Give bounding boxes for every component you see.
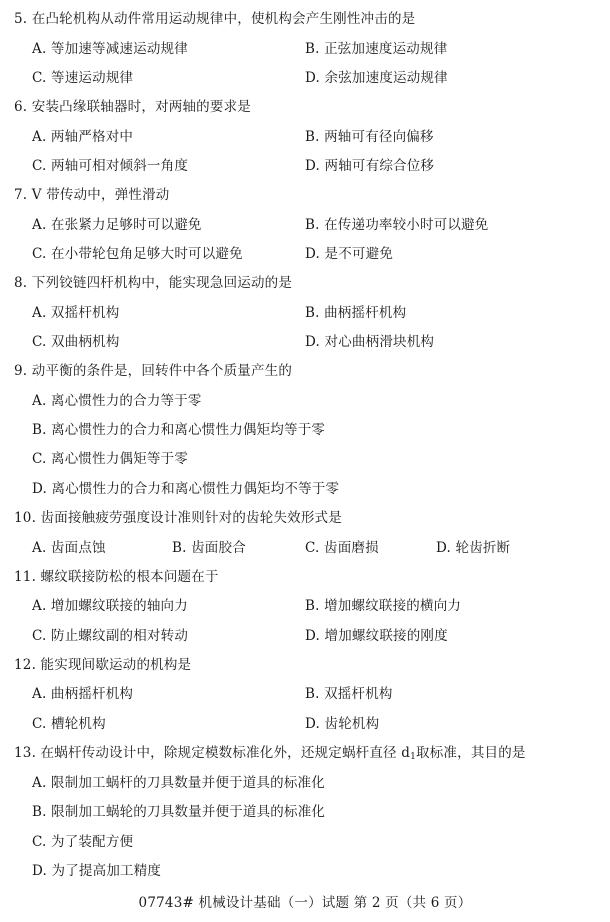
question-11-option-a: A. 增加螺纹联接的轴向力 <box>32 598 188 614</box>
page-footer: 07743# 机械设计基础（一）试题 第 2 页（共 6 页） <box>138 895 472 911</box>
question-12-option-d: D. 齿轮机构 <box>305 716 380 732</box>
question-9-option-b: B. 离心惯性力的合力和离心惯性力偶矩均等于零 <box>32 422 326 438</box>
question-6-option-d: D. 两轴可有综合位移 <box>305 158 435 174</box>
question-6-option-a: A. 两轴严格对中 <box>32 129 134 145</box>
question-7-option-c: C. 在小带轮包角足够大时可以避免 <box>32 246 243 262</box>
question-9-option-a: A. 离心惯性力的合力等于零 <box>32 393 202 409</box>
question-12-option-c: C. 槽轮机构 <box>32 716 106 732</box>
question-5-option-d: D. 余弦加速度运动规律 <box>305 70 448 86</box>
question-8-option-b: B. 曲柄摇杆机构 <box>305 305 407 321</box>
question-13-stem <box>14 744 526 766</box>
question-7-option-a: A. 在张紧力足够时可以避免 <box>32 217 202 233</box>
question-13-option-d: D. 为了提高加工精度 <box>32 863 162 879</box>
question-5-option-a: A. 等加速等减速运动规律 <box>32 41 188 57</box>
question-12-stem: 12. 能实现间歇运动的机构是 <box>14 657 192 673</box>
question-6-stem: 6. 安装凸缘联轴器时，对两轴的要求是 <box>14 99 251 115</box>
question-9-option-c: C. 离心惯性力偶矩等于零 <box>32 451 189 467</box>
question-10-option-a: A. 齿面点蚀 <box>32 540 106 556</box>
question-5-stem: 5. 在凸轮机构从动件常用运动规律中，使机构会产生刚性冲击的是 <box>14 11 416 27</box>
question-10-option-d: D. 轮齿折断 <box>436 540 511 556</box>
question-13-option-a: A. 限制加工蜗杆的刀具数量并便于道具的标准化 <box>32 775 325 791</box>
question-7-stem: 7. V 带传动中，弹性滑动 <box>14 187 170 203</box>
question-6-option-c: C. 两轴可相对倾斜一角度 <box>32 158 189 174</box>
question-6-option-b: B. 两轴可有径向偏移 <box>305 129 434 145</box>
question-7-option-d: D. 是不可避免 <box>305 246 394 262</box>
question-8-option-a: A. 双摇杆机构 <box>32 305 120 321</box>
question-12-option-a: A. 曲柄摇杆机构 <box>32 686 134 702</box>
question-7-option-b: B. 在传递功率较小时可以避免 <box>305 217 489 233</box>
question-12-option-b: B. 双摇杆机构 <box>305 686 393 702</box>
question-13-option-b: B. 限制加工蜗轮的刀具数量并便于道具的标准化 <box>32 804 326 820</box>
question-8-option-c: C. 双曲柄机构 <box>32 334 120 350</box>
question-8-stem: 8. 下列铰链四杆机构中，能实现急回运动的是 <box>14 275 293 291</box>
question-8-option-d: D. 对心曲柄滑块机构 <box>305 334 435 350</box>
question-10-option-b: B. 齿面胶合 <box>172 540 246 556</box>
question-11-option-b: B. 增加螺纹联接的横向力 <box>305 598 462 614</box>
question-11-option-d: D. 增加螺纹联接的刚度 <box>305 628 448 644</box>
question-13-stem-text: 13. 在蜗杆传动设计中，除规定模数标准化外，还规定蜗杆直径 d <box>14 745 411 761</box>
question-13-option-c: C. 为了装配方便 <box>32 834 134 850</box>
question-5-option-c: C. 等速运动规律 <box>32 70 134 86</box>
question-9-option-d: D. 离心惯性力的合力和离心惯性力偶矩均不等于零 <box>32 481 340 497</box>
question-11-stem: 11. 螺纹联接防松的根本问题在于 <box>14 569 219 585</box>
question-13-stem-text-end: 取标准，其目的是 <box>416 745 526 761</box>
question-11-option-c: C. 防止螺纹副的相对转动 <box>32 628 189 644</box>
question-5-option-b: B. 正弦加速度运动规律 <box>305 41 448 57</box>
question-10-option-c: C. 齿面磨损 <box>305 540 379 556</box>
question-10-stem: 10. 齿面接触疲劳强度设计准则针对的齿轮失效形式是 <box>14 510 342 526</box>
question-9-stem: 9. 动平衡的条件是，回转件中各个质量产生的 <box>14 363 293 379</box>
question-13-stem-subscript: 1 <box>410 752 417 762</box>
